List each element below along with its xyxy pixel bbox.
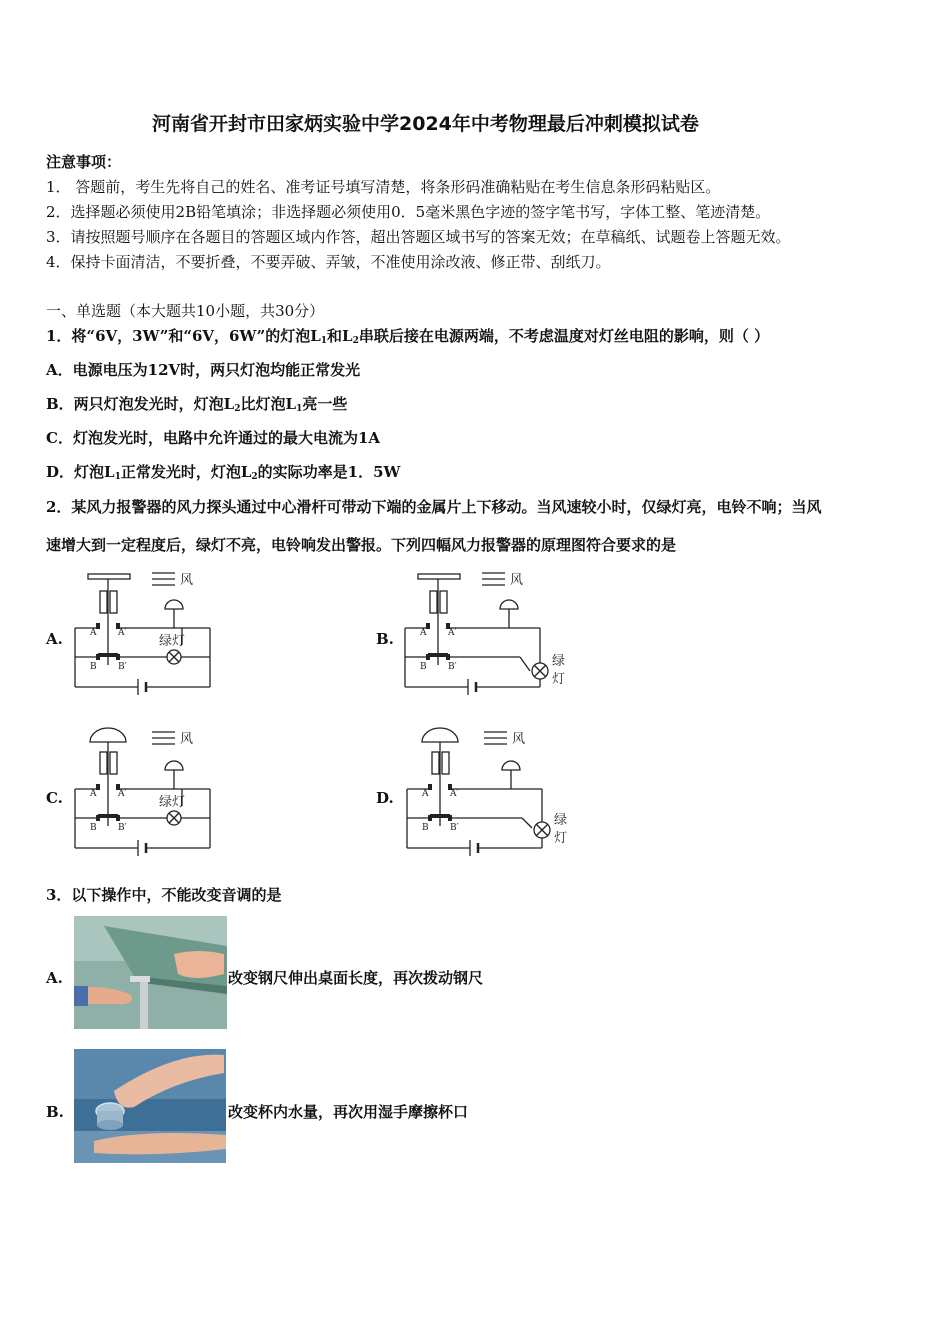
glass-experiment-photo xyxy=(74,1049,226,1163)
contact-b-label: B xyxy=(90,823,97,833)
wind-label: 风 xyxy=(180,573,194,588)
circuit-diagram-c xyxy=(70,722,215,857)
green-label: 绿 xyxy=(554,813,568,828)
q2-stem-line1: 2．某风力报警器的风力探头通过中心滑杆可带动下端的金属片上下移动。当风速较小时，仅绿灯亮，电铃不响；当风 xyxy=(46,498,822,516)
page-title: 河南省开封市田家炳实验中学2024年中考物理最后冲刺模拟试卷 xyxy=(152,113,699,135)
section-heading: 一、单选题（本大题共10小题，共30分） xyxy=(46,302,325,320)
contact-a2-label: A′ xyxy=(118,789,127,799)
contact-b-label: B xyxy=(420,662,427,672)
contact-b-label: B xyxy=(90,662,97,672)
notice-item: 3．请按照题号顺序在各题目的答题区域内作答，超出答题区域书写的答案无效；在草稿纸、试题卷上答题无效。 xyxy=(46,228,791,246)
contact-b2-label: B′ xyxy=(118,662,127,672)
circuit-diagram-a xyxy=(70,565,215,695)
contact-a-label: A xyxy=(420,628,427,638)
contact-a2-label: A′ xyxy=(450,789,459,799)
q1-stem: 1．将“6V，3W”和“6V，6W”的灯泡$L_1$和$L_2$串联后接在电源两端，不考虑温度对灯丝电阻的影响，则（ ） xyxy=(46,327,770,346)
q1-option-a: A．电源电压为12V时，两只灯泡均能正常发光 xyxy=(46,361,361,379)
wind-label: 风 xyxy=(510,573,524,588)
green-label: 绿 xyxy=(552,654,566,669)
q2-stem-line2: 速增大到一定程度后，绿灯不亮，电铃响发出警报。下列四幅风力报警器的原理图符合要求的是 xyxy=(46,536,677,554)
contact-b-label: B xyxy=(422,823,429,833)
q3-option-b-label: B. xyxy=(46,1103,64,1121)
notice-item: 2．选择题必须使用2B铅笔填涂；非选择题必须使用0．5毫米黑色字迹的签字笔书写，字体工整、笔迹清楚。 xyxy=(46,203,771,221)
contact-b2-label: B′ xyxy=(450,823,459,833)
contact-a-label: A xyxy=(422,789,429,799)
contact-a-label: A xyxy=(90,789,97,799)
circuit-diagram-d xyxy=(402,722,572,857)
contact-b2-label: B′ xyxy=(448,662,457,672)
green-lamp-label: 绿灯 xyxy=(159,634,186,649)
q2-option-c-label: C. xyxy=(46,789,63,807)
q3-stem: 3．以下操作中，不能改变音调的是 xyxy=(46,886,282,904)
q2-option-d-label: D. xyxy=(376,789,394,807)
q1-option-c: C．灯泡发光时，电路中允许通过的最大电流为1A xyxy=(46,429,381,447)
notice-heading: 注意事项： xyxy=(46,153,122,171)
notice-item: 1． 答题前，考生先将自己的姓名、准考证号填写清楚，将条形码准确粘贴在考生信息条形码粘贴区。 xyxy=(46,178,721,196)
wind-label: 风 xyxy=(512,732,526,747)
contact-a-label: A xyxy=(90,628,97,638)
notice-item: 4．保持卡面清洁，不要折叠，不要弄破、弄皱，不准使用涂改液、修正带、刮纸刀。 xyxy=(46,253,611,271)
lamp-label: 灯 xyxy=(552,672,566,687)
wind-label: 风 xyxy=(180,732,194,747)
contact-b2-label: B′ xyxy=(118,823,127,833)
contact-a2-label: A′ xyxy=(448,628,457,638)
circuit-diagram-b xyxy=(400,565,570,695)
q2-option-b-label: B. xyxy=(376,630,394,648)
q3-option-a-label: A. xyxy=(46,969,63,987)
q1-option-b: B．两只灯泡发光时，灯泡$L_2$比灯泡$L_1$亮一些 xyxy=(46,395,348,414)
q1-option-d: D．灯泡$L_1$正常发光时，灯泡$L_2$的实际功率是1．5W xyxy=(46,463,401,482)
contact-a2-label: A′ xyxy=(118,628,127,638)
ruler-experiment-photo xyxy=(74,916,227,1029)
lamp-label: 灯 xyxy=(554,831,568,846)
q2-option-a-label: A. xyxy=(46,630,63,648)
q3-option-b-text: 改变杯内水量，再次用湿手摩擦杯口 xyxy=(228,1103,469,1121)
q3-option-a-text: 改变钢尺伸出桌面长度，再次拨动钢尺 xyxy=(228,969,484,987)
green-lamp-label: 绿灯 xyxy=(159,795,186,810)
